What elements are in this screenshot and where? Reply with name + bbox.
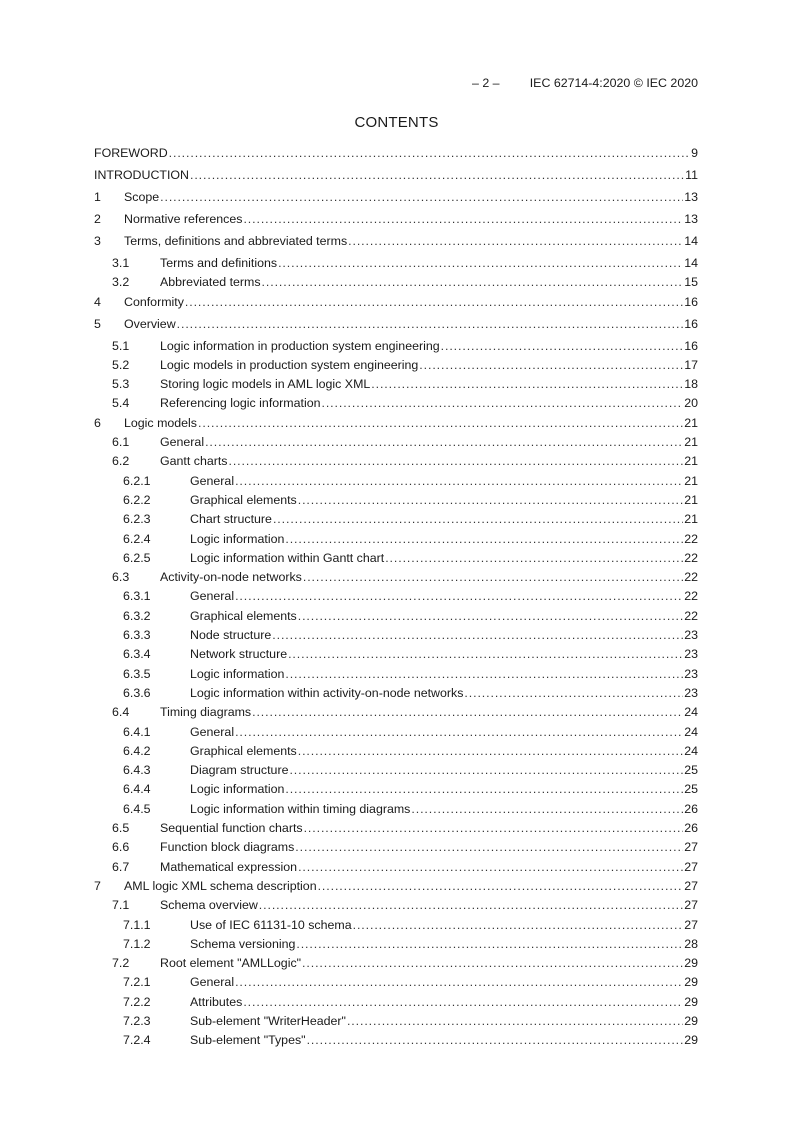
toc-entry[interactable] xyxy=(94,493,698,512)
toc-entry-title: FOREWORD xyxy=(94,146,168,160)
page-number: – 2 – xyxy=(472,76,500,90)
toc-entry-page: 21 xyxy=(684,435,698,450)
toc-entry-number: 6 xyxy=(94,415,101,430)
toc-entry-page: 13 xyxy=(684,190,698,204)
toc-entry-title: Conformity xyxy=(124,294,184,309)
toc-entry-number: 6.4.3 xyxy=(123,763,151,778)
toc-entry-page: 11 xyxy=(685,168,698,182)
toc-dot-leader xyxy=(169,146,690,160)
toc-dot-leader xyxy=(304,821,684,835)
toc-entry-page: 24 xyxy=(684,705,698,720)
toc-entry-title: Logic information in production system engineering xyxy=(160,338,440,353)
toc-dot-leader xyxy=(411,802,683,816)
toc-entry-number: 3 xyxy=(94,234,101,248)
toc-entry-page: 24 xyxy=(684,724,698,739)
toc-entry-number: 7.2 xyxy=(112,956,130,971)
toc-entry-title: Schema overview xyxy=(160,898,258,913)
toc-dot-leader xyxy=(243,212,683,226)
toc-entry-number: 6.2 xyxy=(112,454,130,469)
toc-entry-title: Sub-element "Types" xyxy=(190,1033,306,1048)
contents-title: CONTENTS xyxy=(354,114,439,131)
toc-entry[interactable] xyxy=(94,146,698,168)
toc-entry[interactable] xyxy=(94,512,698,531)
toc-entry[interactable] xyxy=(94,295,698,317)
toc-entry[interactable] xyxy=(94,918,698,937)
toc-dot-leader xyxy=(321,396,683,410)
toc-entry[interactable] xyxy=(94,377,698,396)
toc-entry-number: 7.1.2 xyxy=(123,936,151,951)
toc-dot-leader xyxy=(205,435,683,449)
toc-entry-title: Function block diagrams xyxy=(160,840,295,855)
toc-entry[interactable] xyxy=(94,275,698,294)
toc-dot-leader xyxy=(298,493,683,507)
toc-entry[interactable] xyxy=(94,647,698,666)
toc-entry-title: Logic information xyxy=(190,531,285,546)
toc-dot-leader xyxy=(288,647,683,661)
toc-entry-number: 6.2.2 xyxy=(123,492,151,507)
toc-entry-title: Overview xyxy=(124,316,176,331)
toc-entry-number: 6.4 xyxy=(112,705,130,720)
toc-entry-page: 23 xyxy=(684,628,698,643)
toc-entry[interactable] xyxy=(94,1014,698,1033)
toc-entry[interactable] xyxy=(94,995,698,1014)
toc-entry-title: Logic information within activity-on-node networks xyxy=(190,685,464,700)
toc-entry-number: 7.2.2 xyxy=(123,994,151,1009)
toc-entry-number: 6.3 xyxy=(112,570,130,585)
toc-entry-number: 6.3.4 xyxy=(123,647,151,662)
toc-entry-page: 21 xyxy=(684,415,698,430)
toc-entry-page: 25 xyxy=(684,782,698,797)
toc-entry-number: 5 xyxy=(94,316,101,331)
toc-entry-page: 29 xyxy=(684,1013,698,1028)
toc-entry-title: Activity-on-node networks xyxy=(160,570,302,585)
toc-entry[interactable] xyxy=(94,725,698,744)
toc-entry-page: 21 xyxy=(684,454,698,469)
toc-entry-title: Terms and definitions xyxy=(160,256,278,270)
toc-entry-page: 13 xyxy=(684,212,698,226)
toc-entry[interactable] xyxy=(94,686,698,705)
toc-entry-number: 7.2.1 xyxy=(123,975,151,990)
toc-dot-leader xyxy=(252,705,683,719)
toc-entry[interactable] xyxy=(94,744,698,763)
toc-entry[interactable] xyxy=(94,1033,698,1052)
toc-entry-title: Chart structure xyxy=(190,512,272,527)
toc-entry[interactable] xyxy=(94,474,698,493)
toc-dot-leader xyxy=(302,956,683,970)
toc-entry-page: 20 xyxy=(684,396,698,411)
toc-entry-title: Normative references xyxy=(124,212,243,226)
toc-dot-leader xyxy=(419,358,683,372)
toc-entry-page: 16 xyxy=(684,338,698,353)
toc-entry-number: 5.2 xyxy=(112,357,130,372)
toc-entry[interactable] xyxy=(94,589,698,608)
toc-dot-leader xyxy=(160,190,683,204)
toc-entry[interactable] xyxy=(94,667,698,686)
toc-entry-title: Graphical elements xyxy=(190,743,297,758)
toc-entry[interactable] xyxy=(94,358,698,377)
toc-entry-page: 29 xyxy=(684,994,698,1009)
toc-entry-title: Network structure xyxy=(190,647,288,662)
toc-entry-number: 6.2.1 xyxy=(123,473,151,488)
toc-entry-title: Schema versioning xyxy=(190,936,296,951)
toc-entry-number: 1 xyxy=(94,190,101,204)
toc-entry-title: Terms, definitions and abbreviated terms xyxy=(124,234,348,248)
toc-entry-page: 22 xyxy=(684,531,698,546)
toc-entry-number: 2 xyxy=(94,212,101,226)
toc-entry[interactable] xyxy=(94,975,698,994)
toc-entry-page: 16 xyxy=(684,316,698,331)
toc-entry-page: 29 xyxy=(684,956,698,971)
toc-entry-page: 29 xyxy=(684,1033,698,1048)
toc-dot-leader xyxy=(464,686,683,700)
toc-entry-number: 6.2.4 xyxy=(123,531,151,546)
toc-entry-number: 7.1.1 xyxy=(123,917,151,932)
toc-entry-page: 23 xyxy=(684,647,698,662)
toc-dot-leader xyxy=(303,570,683,584)
toc-entry-number: 6.3.6 xyxy=(123,685,151,700)
toc-entry-page: 29 xyxy=(684,975,698,990)
toc-entry[interactable] xyxy=(94,212,698,234)
toc-entry-number: 3.1 xyxy=(112,256,130,270)
table-of-contents xyxy=(94,146,698,1053)
toc-dot-leader xyxy=(278,256,683,270)
toc-entry-page: 27 xyxy=(684,898,698,913)
toc-entry-page: 23 xyxy=(684,685,698,700)
toc-entry[interactable] xyxy=(94,802,698,821)
toc-entry-title: Use of IEC 61131-10 schema xyxy=(190,917,352,932)
toc-entry[interactable] xyxy=(94,609,698,628)
toc-entry-number: 5.1 xyxy=(112,338,130,353)
toc-entry-number: 4 xyxy=(94,294,101,309)
toc-entry-title: General xyxy=(190,724,235,739)
toc-entry-number: 7 xyxy=(94,878,101,893)
toc-entry-page: 16 xyxy=(684,294,698,309)
toc-entry[interactable] xyxy=(94,570,698,589)
toc-entry[interactable] xyxy=(94,435,698,454)
toc-entry-title: Scope xyxy=(124,190,160,204)
toc-entry-page: 26 xyxy=(684,821,698,836)
toc-dot-leader xyxy=(273,512,683,526)
toc-entry[interactable] xyxy=(94,898,698,917)
page-header xyxy=(94,76,698,92)
toc-entry-number: 6.4.5 xyxy=(123,801,151,816)
toc-entry-number: 6.6 xyxy=(112,840,130,855)
toc-entry-page: 14 xyxy=(684,256,698,270)
toc-entry-page: 26 xyxy=(684,801,698,816)
toc-entry-title: Sub-element "WriterHeader" xyxy=(190,1013,346,1028)
toc-dot-leader xyxy=(353,918,684,932)
toc-entry-page: 28 xyxy=(684,936,698,951)
toc-entry-page: 22 xyxy=(684,570,698,585)
toc-dot-leader xyxy=(243,995,683,1009)
toc-entry[interactable] xyxy=(94,860,698,879)
toc-entry[interactable] xyxy=(94,234,698,256)
toc-entry-title: Logic information xyxy=(190,666,285,681)
toc-dot-leader xyxy=(285,782,683,796)
toc-entry-number: 6.3.1 xyxy=(123,589,151,604)
toc-dot-leader xyxy=(298,609,683,623)
toc-entry-page: 24 xyxy=(684,743,698,758)
toc-entry-title: Diagram structure xyxy=(190,763,289,778)
toc-dot-leader xyxy=(348,234,683,248)
toc-dot-leader xyxy=(307,1033,684,1047)
toc-entry-number: 3.2 xyxy=(112,275,130,290)
toc-entry-number: 6.4.4 xyxy=(123,782,151,797)
toc-entry-title: AML logic XML schema description xyxy=(124,878,317,893)
toc-dot-leader xyxy=(371,377,683,391)
toc-entry[interactable] xyxy=(94,763,698,782)
toc-entry-title: Sequential function charts xyxy=(160,821,303,836)
toc-dot-leader xyxy=(272,628,683,642)
toc-entry-page: 25 xyxy=(684,763,698,778)
toc-entry-title: General xyxy=(190,589,235,604)
toc-dot-leader xyxy=(285,667,683,681)
toc-dot-leader xyxy=(235,589,683,603)
toc-dot-leader xyxy=(441,339,684,353)
toc-entry-number: 7.2.3 xyxy=(123,1013,151,1028)
toc-entry-page: 27 xyxy=(684,917,698,932)
toc-entry-title: Logic models in production system engineering xyxy=(160,357,419,372)
toc-dot-leader xyxy=(229,454,684,468)
toc-dot-leader xyxy=(198,416,683,430)
toc-entry-page: 14 xyxy=(684,234,698,248)
toc-entry-number: 5.4 xyxy=(112,396,130,411)
toc-entry[interactable] xyxy=(94,317,698,339)
toc-entry-number: 6.3.3 xyxy=(123,628,151,643)
toc-entry-page: 22 xyxy=(684,589,698,604)
toc-entry[interactable] xyxy=(94,879,698,898)
toc-dot-leader xyxy=(185,295,683,309)
toc-entry-page: 23 xyxy=(684,666,698,681)
toc-entry-number: 6.2.3 xyxy=(123,512,151,527)
toc-entry[interactable] xyxy=(94,532,698,551)
toc-dot-leader xyxy=(298,744,683,758)
toc-entry-page: 17 xyxy=(684,357,698,372)
toc-dot-leader xyxy=(262,275,684,289)
toc-entry-number: 7.1 xyxy=(112,898,130,913)
toc-entry[interactable] xyxy=(94,821,698,840)
toc-dot-leader xyxy=(235,725,683,739)
toc-entry-title: Node structure xyxy=(190,628,272,643)
toc-entry-title: General xyxy=(190,473,235,488)
toc-entry[interactable] xyxy=(94,937,698,956)
toc-entry-page: 21 xyxy=(684,473,698,488)
toc-entry[interactable] xyxy=(94,339,698,358)
toc-entry-title: Gantt charts xyxy=(160,454,228,469)
toc-entry-page: 27 xyxy=(684,859,698,874)
toc-dot-leader xyxy=(235,975,683,989)
toc-dot-leader xyxy=(177,317,684,331)
toc-entry-title: Graphical elements xyxy=(190,492,297,507)
toc-entry[interactable] xyxy=(94,454,698,473)
toc-entry-title: Root element "AMLLogic" xyxy=(160,956,302,971)
toc-entry-page: 18 xyxy=(684,377,698,392)
toc-entry-title: Logic information xyxy=(190,782,285,797)
toc-dot-leader xyxy=(296,937,683,951)
toc-entry-title: Logic models xyxy=(124,415,198,430)
toc-entry-title: Graphical elements xyxy=(190,608,297,623)
toc-entry[interactable] xyxy=(94,256,698,275)
document-reference: IEC 62714-4:2020 © IEC 2020 xyxy=(529,76,698,90)
toc-entry-page: 21 xyxy=(684,492,698,507)
toc-dot-leader xyxy=(295,840,683,854)
toc-entry-title: Abbreviated terms xyxy=(160,275,261,290)
toc-entry[interactable] xyxy=(94,782,698,801)
toc-entry-page: 22 xyxy=(684,550,698,565)
toc-entry-page: 27 xyxy=(684,840,698,855)
toc-entry-number: 6.3.2 xyxy=(123,608,151,623)
toc-entry-title: Storing logic models in AML logic XML xyxy=(160,377,371,392)
toc-entry[interactable] xyxy=(94,628,698,647)
toc-entry-page: 27 xyxy=(684,878,698,893)
toc-entry[interactable] xyxy=(94,168,698,190)
toc-dot-leader xyxy=(318,879,684,893)
toc-entry-number: 6.4.2 xyxy=(123,743,151,758)
toc-entry[interactable] xyxy=(94,840,698,859)
toc-dot-leader xyxy=(190,168,684,182)
toc-entry[interactable] xyxy=(94,190,698,212)
toc-entry-page: 15 xyxy=(684,275,698,290)
toc-entry-page: 9 xyxy=(691,146,698,160)
toc-entry-number: 6.4.1 xyxy=(123,724,151,739)
toc-entry-number: 6.3.5 xyxy=(123,666,151,681)
toc-dot-leader xyxy=(235,474,683,488)
toc-entry[interactable] xyxy=(94,705,698,724)
toc-entry[interactable] xyxy=(94,416,698,435)
toc-entry-number: 7.2.4 xyxy=(123,1033,151,1048)
toc-entry[interactable] xyxy=(94,396,698,415)
toc-entry-number: 6.2.5 xyxy=(123,550,151,565)
toc-entry-number: 5.3 xyxy=(112,377,130,392)
toc-entry-title: Logic information within Gantt chart xyxy=(190,550,385,565)
toc-entry-title: Referencing logic information xyxy=(160,396,321,411)
toc-dot-leader xyxy=(285,532,683,546)
toc-entry-number: 6.7 xyxy=(112,859,130,874)
toc-entry-title: Logic information within timing diagrams xyxy=(190,801,411,816)
toc-dot-leader xyxy=(259,898,683,912)
toc-entry-page: 22 xyxy=(684,608,698,623)
toc-dot-leader xyxy=(385,551,683,565)
toc-dot-leader xyxy=(298,860,683,874)
toc-dot-leader xyxy=(347,1014,683,1028)
toc-entry-title: General xyxy=(190,975,235,990)
toc-entry-number: 6.1 xyxy=(112,435,130,450)
toc-entry-number: 6.5 xyxy=(112,821,130,836)
toc-entry-title: Mathematical expression xyxy=(160,859,298,874)
toc-entry[interactable] xyxy=(94,551,698,570)
toc-dot-leader xyxy=(289,763,683,777)
toc-entry-title: Attributes xyxy=(190,994,243,1009)
toc-entry[interactable] xyxy=(94,956,698,975)
toc-entry-title: INTRODUCTION xyxy=(94,168,189,182)
toc-entry-page: 21 xyxy=(684,512,698,527)
toc-entry-title: General xyxy=(160,435,205,450)
toc-entry-title: Timing diagrams xyxy=(160,705,252,720)
